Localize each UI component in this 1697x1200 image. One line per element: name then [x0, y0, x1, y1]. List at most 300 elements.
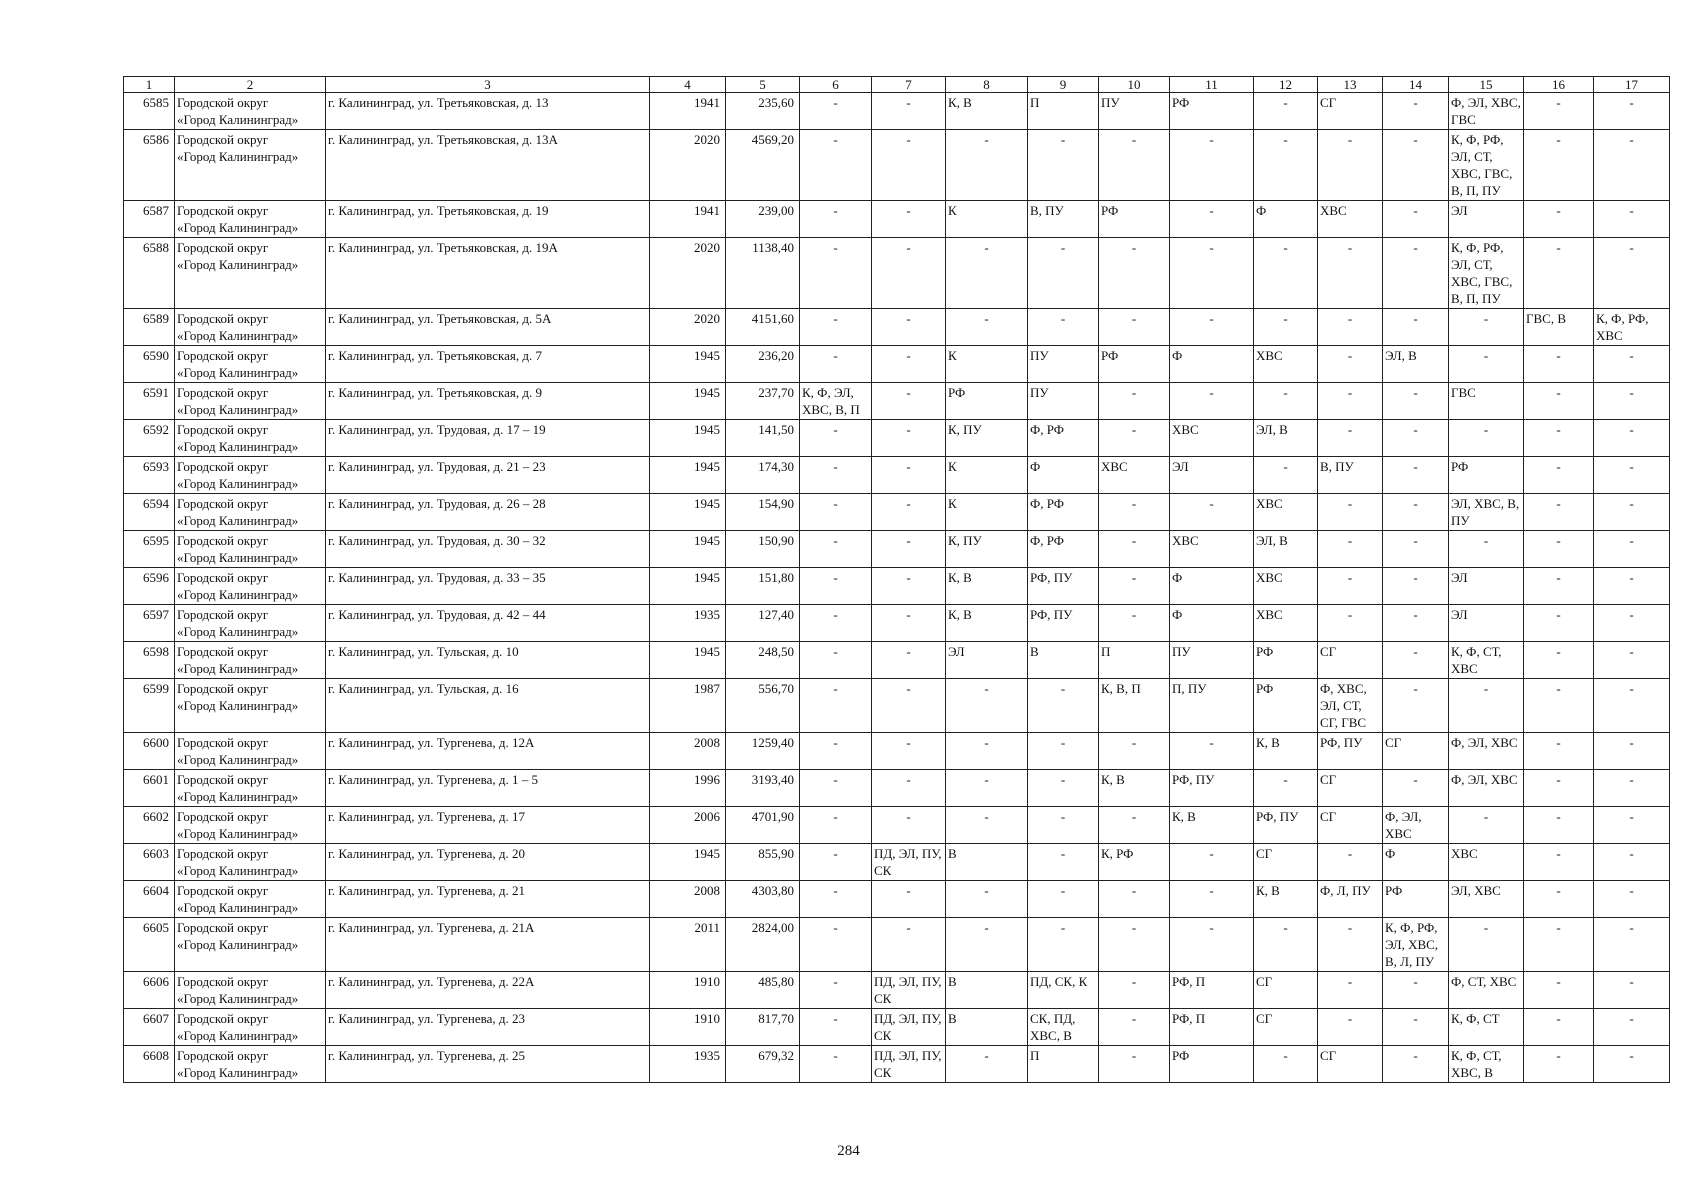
district-line: «Город Калининград»: [177, 328, 299, 343]
row-number-cell: 6595: [124, 531, 175, 568]
row-number-cell: 6602: [124, 807, 175, 844]
code-cell-6: -: [800, 531, 872, 568]
page-number: 284: [837, 1143, 860, 1159]
code-cell-6: -: [800, 972, 872, 1009]
code-cell-17: -: [1594, 346, 1670, 383]
district-cell: [175, 918, 326, 972]
row-number-cell: 6589: [124, 309, 175, 346]
code-cell-11: К, В: [1170, 807, 1254, 844]
code-cell-10: -: [1099, 568, 1170, 605]
district-cell: [175, 807, 326, 844]
table-row: [124, 457, 1670, 494]
district-line: Городской округ: [177, 132, 269, 147]
code-cell-10: -: [1099, 309, 1170, 346]
district-line: Городской округ: [177, 422, 269, 437]
district-cell: [175, 844, 326, 881]
table-row: [124, 972, 1670, 1009]
code-cell-13: -: [1318, 568, 1383, 605]
row-number-cell: 6592: [124, 420, 175, 457]
code-cell-8: -: [946, 918, 1028, 972]
row-number-cell: 6585: [124, 93, 175, 130]
year-cell: 1945: [650, 642, 726, 679]
code-cell-17: -: [1594, 457, 1670, 494]
code-cell-15: К, Ф, СТ: [1449, 1009, 1524, 1046]
code-cell-7: -: [872, 130, 946, 201]
code-cell-13: -: [1318, 383, 1383, 420]
district-line: «Город Калининград»: [177, 550, 299, 565]
row-number-cell: 6594: [124, 494, 175, 531]
code-cell-9: ПД, СК, К: [1028, 972, 1099, 1009]
district-line: «Город Калининград»: [177, 661, 299, 676]
code-cell-6: -: [800, 1009, 872, 1046]
code-cell-14: -: [1383, 420, 1449, 457]
code-cell-10: П: [1099, 642, 1170, 679]
code-cell-16: -: [1524, 494, 1594, 531]
district-line: Городской округ: [177, 1011, 269, 1026]
code-cell-6: -: [800, 770, 872, 807]
code-cell-8: К: [946, 457, 1028, 494]
area-cell: 150,90: [726, 531, 800, 568]
district-line: Городской округ: [177, 735, 269, 750]
district-cell: [175, 733, 326, 770]
district-cell: [175, 972, 326, 1009]
code-cell-8: В: [946, 1009, 1028, 1046]
code-cell-16: -: [1524, 383, 1594, 420]
code-cell-7: -: [872, 238, 946, 309]
table-row: [124, 531, 1670, 568]
code-cell-13: -: [1318, 605, 1383, 642]
code-cell-15: -: [1449, 807, 1524, 844]
code-cell-11: -: [1170, 918, 1254, 972]
code-cell-16: -: [1524, 1009, 1594, 1046]
district-line: Городской округ: [177, 385, 269, 400]
district-line: «Город Калининград»: [177, 1065, 299, 1080]
row-number-cell: 6599: [124, 679, 175, 733]
code-cell-13: СГ: [1318, 93, 1383, 130]
code-cell-7: -: [872, 383, 946, 420]
code-cell-17: -: [1594, 420, 1670, 457]
code-cell-10: -: [1099, 605, 1170, 642]
code-cell-6: -: [800, 679, 872, 733]
row-number-cell: 6598: [124, 642, 175, 679]
code-cell-17: -: [1594, 918, 1670, 972]
code-cell-9: СК, ПД, ХВС, В: [1028, 1009, 1099, 1046]
address-cell: г. Калининград, ул. Третьяковская, д. 7: [326, 346, 650, 383]
register-table: [123, 76, 1670, 1083]
code-cell-7: -: [872, 733, 946, 770]
code-cell-7: -: [872, 605, 946, 642]
district-line: «Город Калининград»: [177, 513, 299, 528]
code-cell-6: -: [800, 93, 872, 130]
code-cell-17: -: [1594, 238, 1670, 309]
code-cell-13: -: [1318, 844, 1383, 881]
code-cell-15: -: [1449, 346, 1524, 383]
address-cell: г. Калининград, ул. Трудовая, д. 17 – 19: [326, 420, 650, 457]
district-line: «Город Калининград»: [177, 112, 299, 127]
year-cell: 2020: [650, 130, 726, 201]
code-cell-15: Ф, СТ, ХВС: [1449, 972, 1524, 1009]
code-cell-14: -: [1383, 972, 1449, 1009]
code-cell-9: ПУ: [1028, 346, 1099, 383]
area-cell: 151,80: [726, 568, 800, 605]
code-cell-12: РФ, ПУ: [1254, 807, 1318, 844]
code-cell-14: -: [1383, 201, 1449, 238]
district-line: Городской округ: [177, 348, 269, 363]
address-cell: г. Калининград, ул. Тургенева, д. 25: [326, 1046, 650, 1083]
code-cell-9: РФ, ПУ: [1028, 605, 1099, 642]
address-cell: г. Калининград, ул. Тургенева, д. 21: [326, 881, 650, 918]
code-cell-12: -: [1254, 309, 1318, 346]
code-cell-7: -: [872, 642, 946, 679]
area-cell: 127,40: [726, 605, 800, 642]
district-line: «Город Калининград»: [177, 863, 299, 878]
code-cell-17: -: [1594, 130, 1670, 201]
code-cell-16: -: [1524, 531, 1594, 568]
code-cell-8: -: [946, 881, 1028, 918]
code-cell-6: -: [800, 201, 872, 238]
code-cell-9: ПУ: [1028, 383, 1099, 420]
table-row: [124, 383, 1670, 420]
code-cell-7: ПД, ЭЛ, ПУ, СК: [872, 972, 946, 1009]
area-cell: 855,90: [726, 844, 800, 881]
row-number-cell: 6593: [124, 457, 175, 494]
area-cell: 679,32: [726, 1046, 800, 1083]
code-cell-12: -: [1254, 457, 1318, 494]
code-cell-8: В: [946, 844, 1028, 881]
code-cell-13: -: [1318, 420, 1383, 457]
code-cell-17: -: [1594, 1046, 1670, 1083]
year-cell: 2008: [650, 733, 726, 770]
code-cell-17: -: [1594, 881, 1670, 918]
table-row: [124, 844, 1670, 881]
code-cell-15: ХВС: [1449, 844, 1524, 881]
code-cell-11: П, ПУ: [1170, 679, 1254, 733]
code-cell-10: К, В, П: [1099, 679, 1170, 733]
code-cell-12: -: [1254, 130, 1318, 201]
code-cell-13: СГ: [1318, 642, 1383, 679]
year-cell: 1945: [650, 457, 726, 494]
code-cell-8: К, ПУ: [946, 531, 1028, 568]
address-cell: г. Калининград, ул. Третьяковская, д. 13А: [326, 130, 650, 201]
code-cell-11: РФ, П: [1170, 1009, 1254, 1046]
code-cell-15: -: [1449, 420, 1524, 457]
code-cell-8: К, В: [946, 568, 1028, 605]
code-cell-16: -: [1524, 918, 1594, 972]
code-cell-10: -: [1099, 1009, 1170, 1046]
row-number-cell: 6596: [124, 568, 175, 605]
code-cell-14: -: [1383, 309, 1449, 346]
district-line: «Город Калининград»: [177, 991, 299, 1006]
code-cell-16: ГВС, В: [1524, 309, 1594, 346]
code-cell-16: -: [1524, 457, 1594, 494]
code-cell-15: РФ: [1449, 457, 1524, 494]
code-cell-9: -: [1028, 807, 1099, 844]
code-cell-8: К: [946, 494, 1028, 531]
year-cell: 1945: [650, 531, 726, 568]
code-cell-7: -: [872, 346, 946, 383]
district-line: Городской округ: [177, 533, 269, 548]
code-cell-7: -: [872, 309, 946, 346]
code-cell-14: -: [1383, 568, 1449, 605]
address-cell: г. Калининград, ул. Трудовая, д. 26 – 28: [326, 494, 650, 531]
table-row: [124, 918, 1670, 972]
year-cell: 2011: [650, 918, 726, 972]
row-number-cell: 6605: [124, 918, 175, 972]
code-cell-7: ПД, ЭЛ, ПУ, СК: [872, 1046, 946, 1083]
code-cell-17: -: [1594, 733, 1670, 770]
code-cell-17: -: [1594, 770, 1670, 807]
code-cell-9: РФ, ПУ: [1028, 568, 1099, 605]
year-cell: 1945: [650, 346, 726, 383]
table-row: [124, 130, 1670, 201]
code-cell-13: Ф, Л, ПУ: [1318, 881, 1383, 918]
code-cell-15: ЭЛ: [1449, 201, 1524, 238]
row-number-cell: 6608: [124, 1046, 175, 1083]
row-number-cell: 6600: [124, 733, 175, 770]
area-cell: 4303,80: [726, 881, 800, 918]
district-cell: [175, 1046, 326, 1083]
code-cell-9: -: [1028, 881, 1099, 918]
district-line: «Город Калининград»: [177, 789, 299, 804]
table-row: [124, 770, 1670, 807]
area-cell: 4701,90: [726, 807, 800, 844]
column-header-11: 11: [1170, 77, 1254, 93]
code-cell-16: -: [1524, 420, 1594, 457]
code-cell-10: РФ: [1099, 201, 1170, 238]
code-cell-11: -: [1170, 309, 1254, 346]
address-cell: г. Калининград, ул. Третьяковская, д. 9: [326, 383, 650, 420]
district-line: Городской округ: [177, 920, 269, 935]
area-cell: 237,70: [726, 383, 800, 420]
code-cell-11: -: [1170, 844, 1254, 881]
code-cell-16: -: [1524, 201, 1594, 238]
table-row: [124, 201, 1670, 238]
area-cell: 4569,20: [726, 130, 800, 201]
year-cell: 1945: [650, 494, 726, 531]
area-cell: 4151,60: [726, 309, 800, 346]
code-cell-14: -: [1383, 93, 1449, 130]
code-cell-15: ЭЛ, ХВС, В, ПУ: [1449, 494, 1524, 531]
code-cell-17: -: [1594, 844, 1670, 881]
code-cell-13: -: [1318, 918, 1383, 972]
address-cell: г. Калининград, ул. Трудовая, д. 42 – 44: [326, 605, 650, 642]
year-cell: 1941: [650, 201, 726, 238]
table-row: [124, 346, 1670, 383]
code-cell-11: -: [1170, 238, 1254, 309]
code-cell-15: -: [1449, 918, 1524, 972]
code-cell-10: -: [1099, 918, 1170, 972]
code-cell-6: -: [800, 605, 872, 642]
code-cell-17: -: [1594, 568, 1670, 605]
code-cell-12: Ф: [1254, 201, 1318, 238]
year-cell: 1910: [650, 972, 726, 1009]
code-cell-11: -: [1170, 881, 1254, 918]
year-cell: 1945: [650, 568, 726, 605]
code-cell-17: -: [1594, 494, 1670, 531]
code-cell-11: -: [1170, 733, 1254, 770]
code-cell-12: -: [1254, 383, 1318, 420]
area-cell: 1138,40: [726, 238, 800, 309]
code-cell-10: -: [1099, 383, 1170, 420]
code-cell-14: -: [1383, 383, 1449, 420]
district-cell: [175, 346, 326, 383]
code-cell-12: СГ: [1254, 844, 1318, 881]
district-cell: [175, 679, 326, 733]
code-cell-13: -: [1318, 309, 1383, 346]
row-number-cell: 6586: [124, 130, 175, 201]
year-cell: 1996: [650, 770, 726, 807]
code-cell-11: Ф: [1170, 568, 1254, 605]
area-cell: 239,00: [726, 201, 800, 238]
district-line: «Город Калининград»: [177, 937, 299, 952]
code-cell-6: -: [800, 309, 872, 346]
column-header-5: 5: [726, 77, 800, 93]
code-cell-13: СГ: [1318, 770, 1383, 807]
column-header-12: 12: [1254, 77, 1318, 93]
row-number-cell: 6591: [124, 383, 175, 420]
code-cell-8: -: [946, 309, 1028, 346]
address-cell: г. Калининград, ул. Тургенева, д. 12А: [326, 733, 650, 770]
table-row: [124, 420, 1670, 457]
district-line: Городской округ: [177, 644, 269, 659]
code-cell-13: СГ: [1318, 807, 1383, 844]
district-line: «Город Калининград»: [177, 698, 299, 713]
year-cell: 2008: [650, 881, 726, 918]
district-line: Городской округ: [177, 240, 269, 255]
code-cell-8: К: [946, 346, 1028, 383]
code-cell-11: РФ, П: [1170, 972, 1254, 1009]
code-cell-17: -: [1594, 201, 1670, 238]
year-cell: 1910: [650, 1009, 726, 1046]
code-cell-10: -: [1099, 807, 1170, 844]
code-cell-14: Ф: [1383, 844, 1449, 881]
code-cell-9: -: [1028, 679, 1099, 733]
column-header-10: 10: [1099, 77, 1170, 93]
column-header-8: 8: [946, 77, 1028, 93]
code-cell-14: -: [1383, 130, 1449, 201]
code-cell-15: ГВС: [1449, 383, 1524, 420]
year-cell: 1935: [650, 1046, 726, 1083]
district-line: «Город Калининград»: [177, 752, 299, 767]
code-cell-14: Ф, ЭЛ, ХВС: [1383, 807, 1449, 844]
table-row: [124, 679, 1670, 733]
code-cell-11: ХВС: [1170, 420, 1254, 457]
code-cell-8: К, В: [946, 605, 1028, 642]
code-cell-11: ПУ: [1170, 642, 1254, 679]
code-cell-10: ПУ: [1099, 93, 1170, 130]
code-cell-15: К, Ф, СТ, ХВС, В: [1449, 1046, 1524, 1083]
district-line: Городской округ: [177, 95, 269, 110]
year-cell: 1945: [650, 420, 726, 457]
year-cell: 1987: [650, 679, 726, 733]
area-cell: 2824,00: [726, 918, 800, 972]
district-cell: [175, 881, 326, 918]
column-header-3: 3: [326, 77, 650, 93]
code-cell-9: Ф, РФ: [1028, 531, 1099, 568]
table-row: [124, 881, 1670, 918]
area-cell: 556,70: [726, 679, 800, 733]
address-cell: г. Калининград, ул. Трудовая, д. 33 – 35: [326, 568, 650, 605]
row-number-cell: 6597: [124, 605, 175, 642]
code-cell-8: -: [946, 1046, 1028, 1083]
address-cell: г. Калининград, ул. Третьяковская, д. 13: [326, 93, 650, 130]
code-cell-9: В: [1028, 642, 1099, 679]
code-cell-6: -: [800, 733, 872, 770]
district-line: «Город Калининград»: [177, 826, 299, 841]
table-row: [124, 733, 1670, 770]
code-cell-6: -: [800, 457, 872, 494]
code-cell-10: К, В: [1099, 770, 1170, 807]
row-number-cell: 6604: [124, 881, 175, 918]
year-cell: 1935: [650, 605, 726, 642]
code-cell-13: СГ: [1318, 1046, 1383, 1083]
district-cell: [175, 770, 326, 807]
code-cell-13: -: [1318, 346, 1383, 383]
district-cell: [175, 531, 326, 568]
code-cell-6: -: [800, 881, 872, 918]
row-number-cell: 6601: [124, 770, 175, 807]
code-cell-11: -: [1170, 201, 1254, 238]
district-line: Городской округ: [177, 883, 269, 898]
district-line: «Город Калининград»: [177, 1028, 299, 1043]
code-cell-9: В, ПУ: [1028, 201, 1099, 238]
code-cell-11: ЭЛ: [1170, 457, 1254, 494]
code-cell-9: П: [1028, 93, 1099, 130]
code-cell-14: -: [1383, 679, 1449, 733]
code-cell-8: К: [946, 201, 1028, 238]
district-cell: [175, 494, 326, 531]
code-cell-7: ПД, ЭЛ, ПУ, СК: [872, 844, 946, 881]
code-cell-9: Ф, РФ: [1028, 494, 1099, 531]
code-cell-16: -: [1524, 605, 1594, 642]
table-row: [124, 642, 1670, 679]
row-number-cell: 6607: [124, 1009, 175, 1046]
code-cell-14: -: [1383, 642, 1449, 679]
column-header-17: 17: [1594, 77, 1670, 93]
table-row: [124, 568, 1670, 605]
address-cell: г. Калининград, ул. Тургенева, д. 20: [326, 844, 650, 881]
code-cell-14: К, Ф, РФ, ЭЛ, ХВС, В, Л, ПУ: [1383, 918, 1449, 972]
table-row: [124, 238, 1670, 309]
row-number-cell: 6590: [124, 346, 175, 383]
code-cell-7: -: [872, 679, 946, 733]
area-cell: 248,50: [726, 642, 800, 679]
address-cell: г. Калининград, ул. Тургенева, д. 23: [326, 1009, 650, 1046]
code-cell-11: ХВС: [1170, 531, 1254, 568]
column-header-14: 14: [1383, 77, 1449, 93]
code-cell-17: -: [1594, 383, 1670, 420]
code-cell-9: -: [1028, 918, 1099, 972]
table-row: [124, 807, 1670, 844]
code-cell-8: -: [946, 238, 1028, 309]
code-cell-14: -: [1383, 457, 1449, 494]
code-cell-8: К, ПУ: [946, 420, 1028, 457]
code-cell-16: -: [1524, 238, 1594, 309]
code-cell-9: -: [1028, 844, 1099, 881]
code-cell-12: ХВС: [1254, 605, 1318, 642]
district-cell: [175, 605, 326, 642]
code-cell-14: -: [1383, 1009, 1449, 1046]
code-cell-7: -: [872, 531, 946, 568]
column-header-16: 16: [1524, 77, 1594, 93]
code-cell-17: -: [1594, 93, 1670, 130]
district-cell: [175, 568, 326, 605]
district-line: «Город Калининград»: [177, 220, 299, 235]
district-line: Городской округ: [177, 607, 269, 622]
code-cell-12: ХВС: [1254, 494, 1318, 531]
district-line: Городской округ: [177, 203, 269, 218]
code-cell-10: -: [1099, 238, 1170, 309]
